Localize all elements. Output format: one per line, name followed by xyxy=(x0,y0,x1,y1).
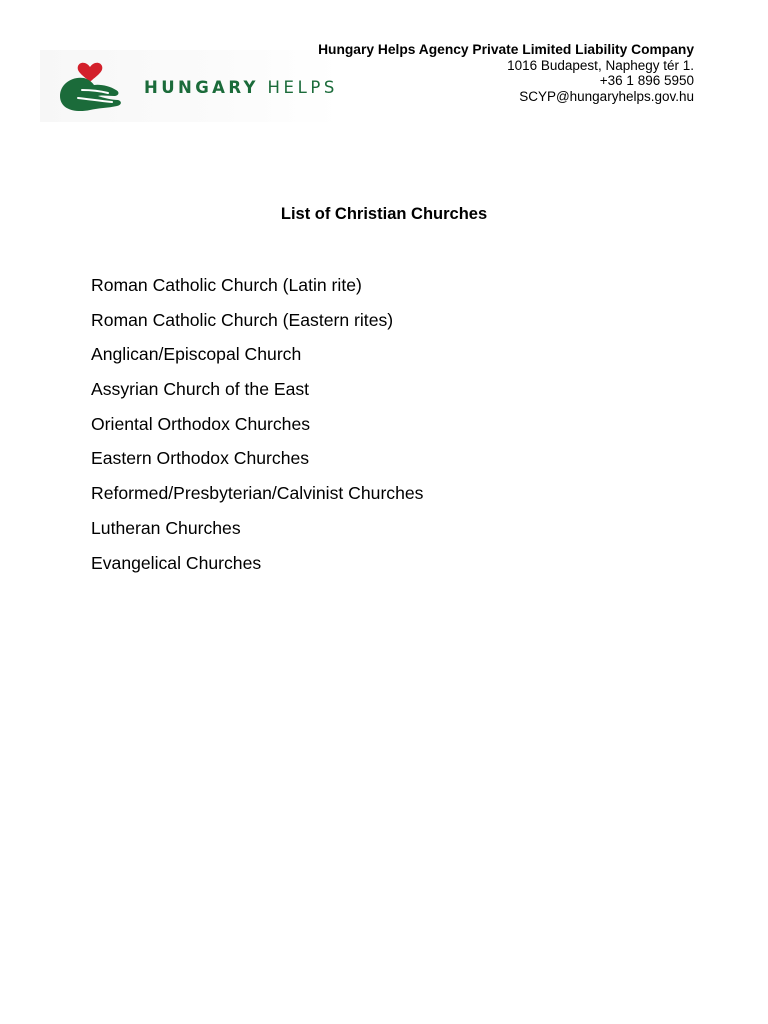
list-item: Reformed/Presbyterian/Calvinist Churches xyxy=(91,483,424,504)
list-item: Oriental Orthodox Churches xyxy=(91,413,311,434)
logo-word-helps: HELPS xyxy=(267,78,338,97)
company-name: Hungary Helps Agency Private Limited Liability Company xyxy=(318,42,694,57)
logo-wordmark xyxy=(144,78,338,97)
list-item: Evangelical Churches xyxy=(91,552,262,573)
list-item: Roman Catholic Church (Eastern rites) xyxy=(91,309,394,330)
document-title: List of Christian Churches xyxy=(280,205,488,223)
list-item: Anglican/Episcopal Church xyxy=(91,344,302,365)
heart-hand-logo-icon xyxy=(56,60,124,116)
list-item: Roman Catholic Church (Latin rite) xyxy=(91,275,362,295)
company-address: 1016 Budapest, Naphegy tér 1. xyxy=(507,57,694,73)
list-item: Eastern Orthodox Churches xyxy=(91,448,310,469)
hand-icon xyxy=(60,78,121,111)
church-list xyxy=(91,274,423,586)
list-item: Lutheran Churches xyxy=(91,517,241,538)
list-item: Assyrian Church of the East xyxy=(91,379,310,400)
company-email: SCYP@hungaryhelps.gov.hu xyxy=(519,88,694,104)
hungary-helps-logo xyxy=(56,60,356,116)
company-contact-block xyxy=(318,42,694,104)
company-phone: +36 1 896 5950 xyxy=(599,73,694,88)
logo-word-hungary: HUNGARY xyxy=(144,78,259,97)
